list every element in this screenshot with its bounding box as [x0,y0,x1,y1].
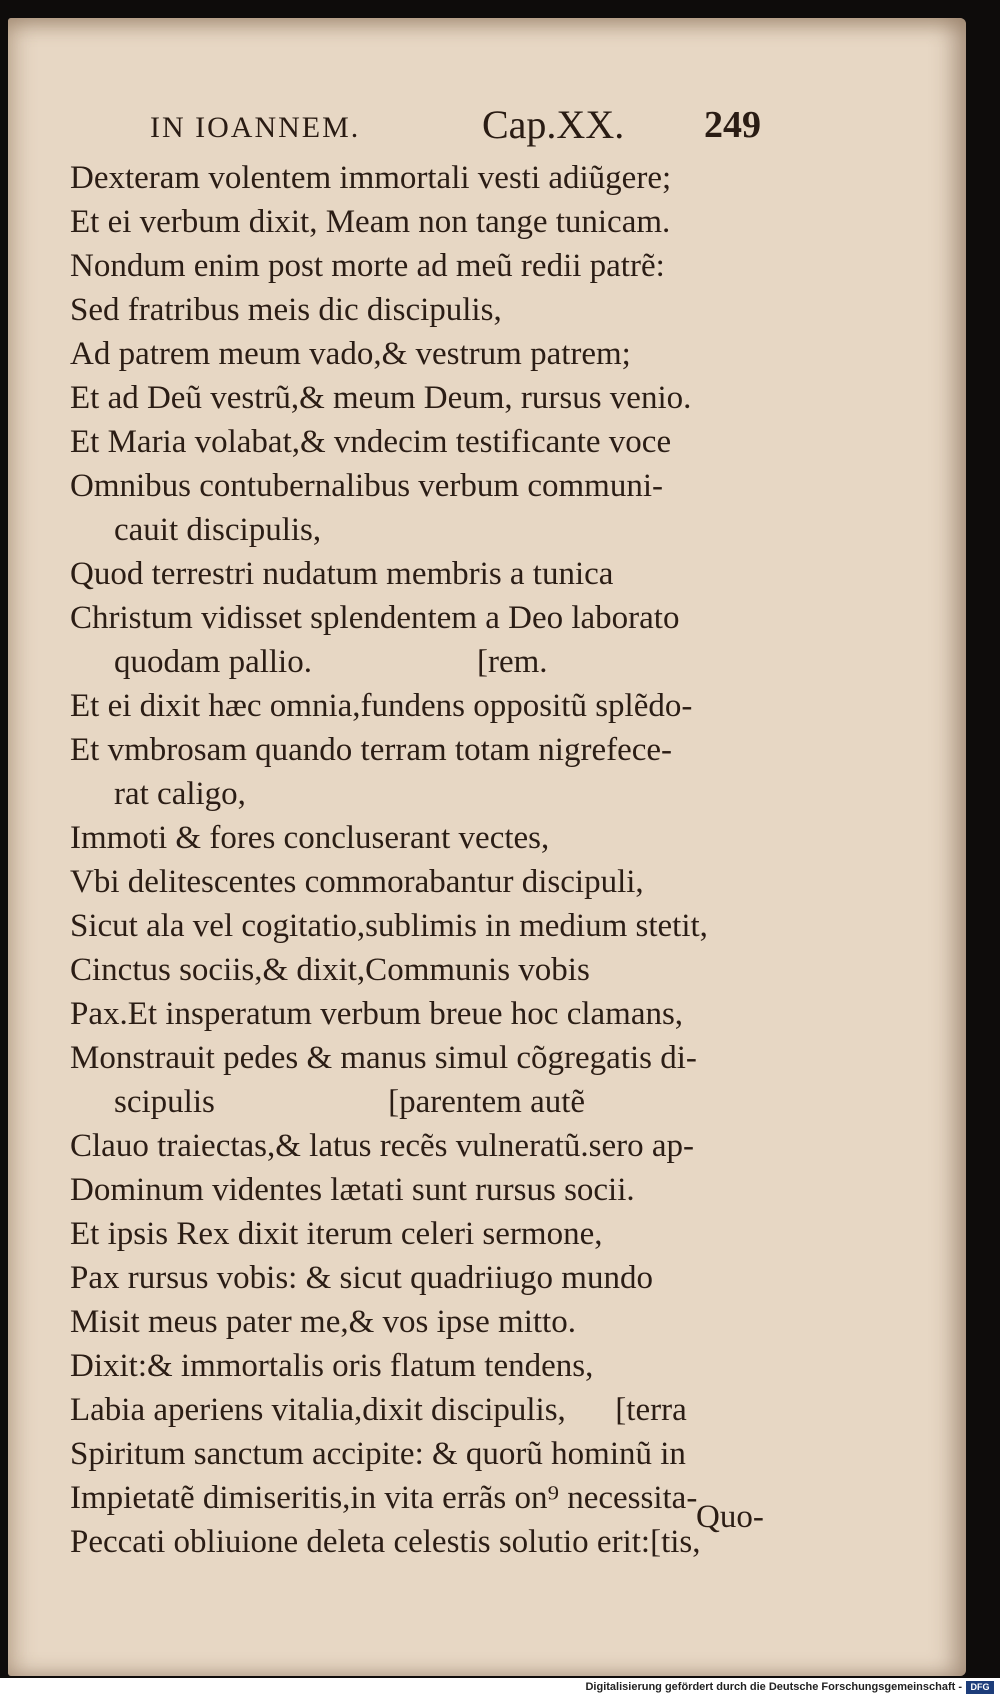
catchword: Quo- [696,1499,764,1535]
text-line: Clauo traiectas,& latus recẽs vulneratũ.sero ap- [70,1128,695,1164]
text-line: Dominum videntes lætati sunt rursus socii. [70,1172,635,1208]
text-line: Sed fratribus meis dic discipulis, [70,292,502,328]
page-header [150,101,790,151]
text-line: Christum vidisset splendentem a Deo laborato [70,600,680,636]
dfg-logo: DFG [966,1681,994,1694]
text-line: quodam pallio. [rem. [114,644,548,680]
text-line: Et ipsis Rex dixit iterum celeri sermone, [70,1216,603,1252]
text-line: rat caligo, [114,776,246,812]
text-line: Labia aperiens vitalia,dixit discipulis, [terra [70,1392,687,1428]
chapter-label: Cap.XX. [482,102,625,147]
text-line: Impietatẽ dimiseritis,in vita errãs on⁹ necessita- [70,1480,698,1516]
text-line: Monstrauit pedes & manus simul cõgregatis di- [70,1040,697,1076]
text-line: Et Maria volabat,& vndecim testificante voce [70,424,672,460]
book-page [8,18,966,1676]
text-line: Cinctus sociis,& dixit,Communis vobis [70,952,590,988]
text-line: Immoti & fores concluserant vectes, [70,820,550,856]
text-line: Nondum enim post morte ad meũ redii patrẽ: [70,248,665,284]
text-line: Et vmbrosam quando terram totam nigrefece- [70,732,673,768]
text-line: Et ad Deũ vestrũ,& meum Deum, rursus venio. [70,380,692,416]
funding-credit: Digitalisierung gefördert durch die Deutsche Forschungsgemeinschaft - [585,1681,962,1693]
text-line: Omnibus contubernalibus verbum communi- [70,468,663,504]
page-number: 249 [704,104,761,146]
text-line: Spiritum sanctum accipite: & quorũ hominũ in [70,1436,686,1472]
text-line: Pax.Et insperatum verbum breue hoc clamans, [70,996,684,1032]
text-line: Ad patrem meum vado,& vestrum patrem; [70,336,631,372]
text-line: Sicut ala vel cogitatio,sublimis in medium stetit, [70,908,708,944]
text-line: Peccati obliuione deleta celestis solutio erit:[tis, [70,1524,701,1560]
text-line: Dexteram volentem immortali vesti adiũgere; [70,160,672,196]
text-line: Dixit:& immortalis oris flatum tendens, [70,1348,594,1384]
text-line: Vbi delitescentes commorabantur discipuli, [70,864,644,900]
text-line: Et ei verbum dixit, Meam non tange tunicam. [70,204,671,240]
digitization-footer [0,1678,1000,1698]
text-line: Pax rursus vobis: & sicut quadriiugo mundo [70,1260,653,1296]
text-line: Misit meus pater me,& vos ipse mitto. [70,1304,576,1340]
text-line: scipulis [parentem autẽ [114,1084,586,1120]
text-line: Quod terrestri nudatum membris a tunica [70,556,614,592]
text-line: cauit discipulis, [114,512,322,548]
text-line: Et ei dixit hæc omnia,fundens oppositũ splẽdo- [70,688,693,724]
running-title: IN IOANNEM. [150,111,361,144]
